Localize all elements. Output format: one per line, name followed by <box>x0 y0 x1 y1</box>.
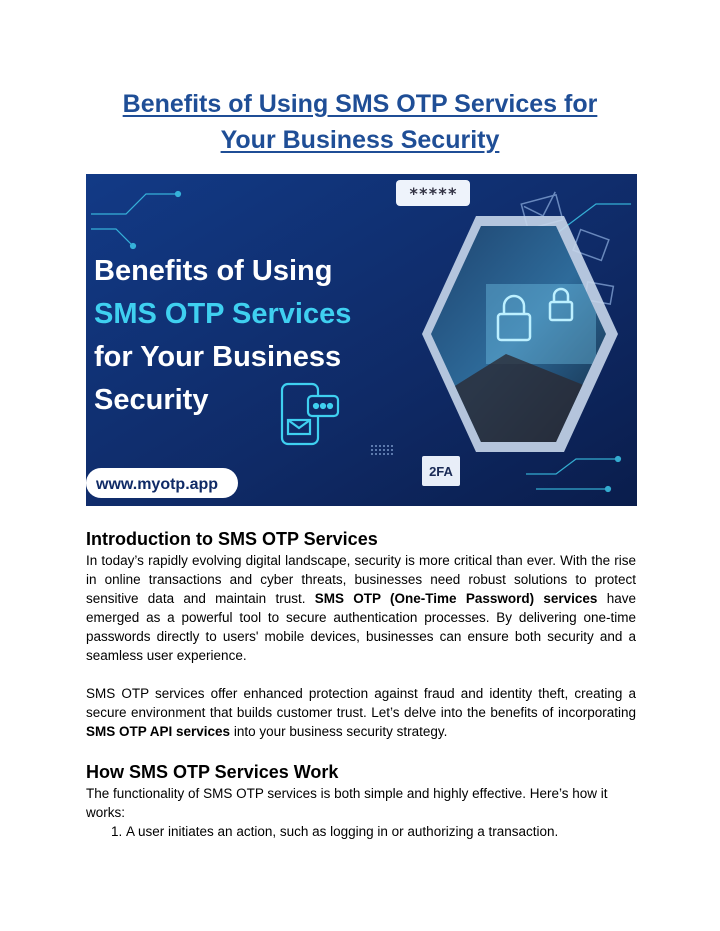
steps-list <box>86 822 636 841</box>
banner-headline-3: for Your Business <box>94 341 342 373</box>
banner-headline-4: Security <box>94 384 209 416</box>
intro-paragraph-1: In today’s rapidly evolving digital landscape, security is more critical than ever. With the rise in online transactions and cyber threats, businesses need robust solutions to protect sensitive data and maintain trust. SMS OTP (One-Time Password) services have emerged as a powerful tool to secure authentication processes. By delivering one-time passwords directly to users' mobile devices, businesses can ensure both security and a seamless user experience. <box>86 553 636 663</box>
password-mask: ***** <box>408 184 458 203</box>
how-heading: How SMS OTP Services Work <box>86 762 339 782</box>
banner-headline-2: SMS OTP Services <box>94 298 352 330</box>
article-body <box>86 527 636 841</box>
otp-services-link-text: SMS OTP (One-Time Password) services <box>314 591 598 606</box>
banner-image <box>86 174 637 506</box>
banner-headline-1: Benefits of Using <box>94 255 333 287</box>
website-url: www.myotp.app <box>96 476 219 493</box>
page-title[interactable] <box>60 86 660 158</box>
banner-graphic <box>86 174 637 506</box>
title-line-1[interactable]: Benefits of Using SMS OTP Services for <box>122 90 598 118</box>
title-line-2[interactable]: Your Business Security <box>220 126 500 154</box>
intro-paragraph-2: SMS OTP services offer enhanced protection against fraud and identity theft, creating a secure environment that builds customer trust. Let’s delve into the benefits of incorporating SMS OTP API services into your business security strategy. <box>86 686 636 739</box>
list-item: 1. A user initiates an action, such as logging in or authorizing a transaction. <box>126 822 636 841</box>
intro-heading: Introduction to SMS OTP Services <box>86 529 378 549</box>
2fa-label: 2FA <box>429 464 453 479</box>
how-paragraph: The functionality of SMS OTP services is both simple and highly effective. Here’s how it works: <box>86 786 608 820</box>
otp-api-services-text: SMS OTP API services <box>86 724 231 739</box>
